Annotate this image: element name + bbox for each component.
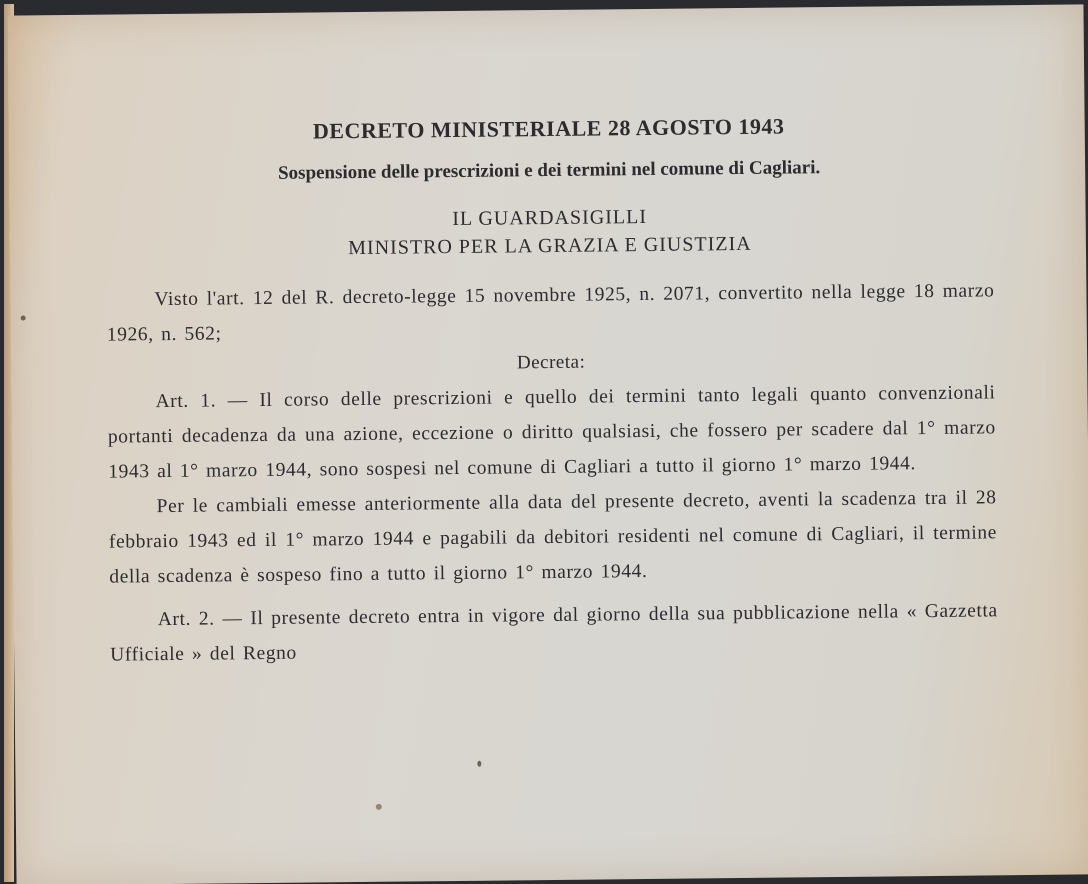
article-1-bills-paragraph: Per le cambiali emesse anteriormente alla data del presente decreto, aventi la scadenza tra il 28 febbraio 1943 ed il 1° marzo 1944 e pagabili da debitori residenti nel comune di Cagliari, il termine della scadenza è sospeso fino a tutto il giorno 1° marzo 1944.: [108, 487, 998, 588]
paper-speck: [21, 315, 26, 320]
decree-title: DECRETO MINISTERIALE 28 AGOSTO 1943: [312, 113, 785, 144]
authority-title: IL GUARDASIGILLI: [452, 205, 648, 231]
document-page: [7, 4, 1088, 884]
paper-speck: [477, 761, 481, 767]
document-body: [105, 111, 999, 672]
decreta-heading: Decreta:: [516, 351, 586, 374]
authority-ministry: MINISTRO PER LA GRAZIA E GIUSTIZIA: [348, 232, 752, 260]
paper-speck: [376, 804, 382, 810]
decree-subtitle: Sospensione delle prescrizioni e dei termini nel comune di Cagliari.: [277, 157, 821, 184]
article-2-paragraph: Art. 2. — Il presente decreto entra in vigore dal giorno della sua pubblicazione nella « Gazzetta Ufficiale » del Regno: [110, 600, 998, 666]
issuing-authority: [106, 199, 995, 264]
article-1-paragraph: Art. 1. — Il corso delle prescrizioni e quello dei termini tanto legali quanto convenzionali portanti decadenza da una azione, eccezione o diritto qualsiasi, che fossero per scadere dal 1° marzo 1943 al 1° marzo 1944, sono sospesi nel comune di Cagliari a tutto il giorno 1° marzo 1944.: [107, 382, 996, 483]
preamble-paragraph: Visto l'art. 12 del R. decreto-legge 15 novembre 1925, n. 2071, convertito nella legge 18 marzo 1926, n. 562;: [106, 280, 995, 346]
